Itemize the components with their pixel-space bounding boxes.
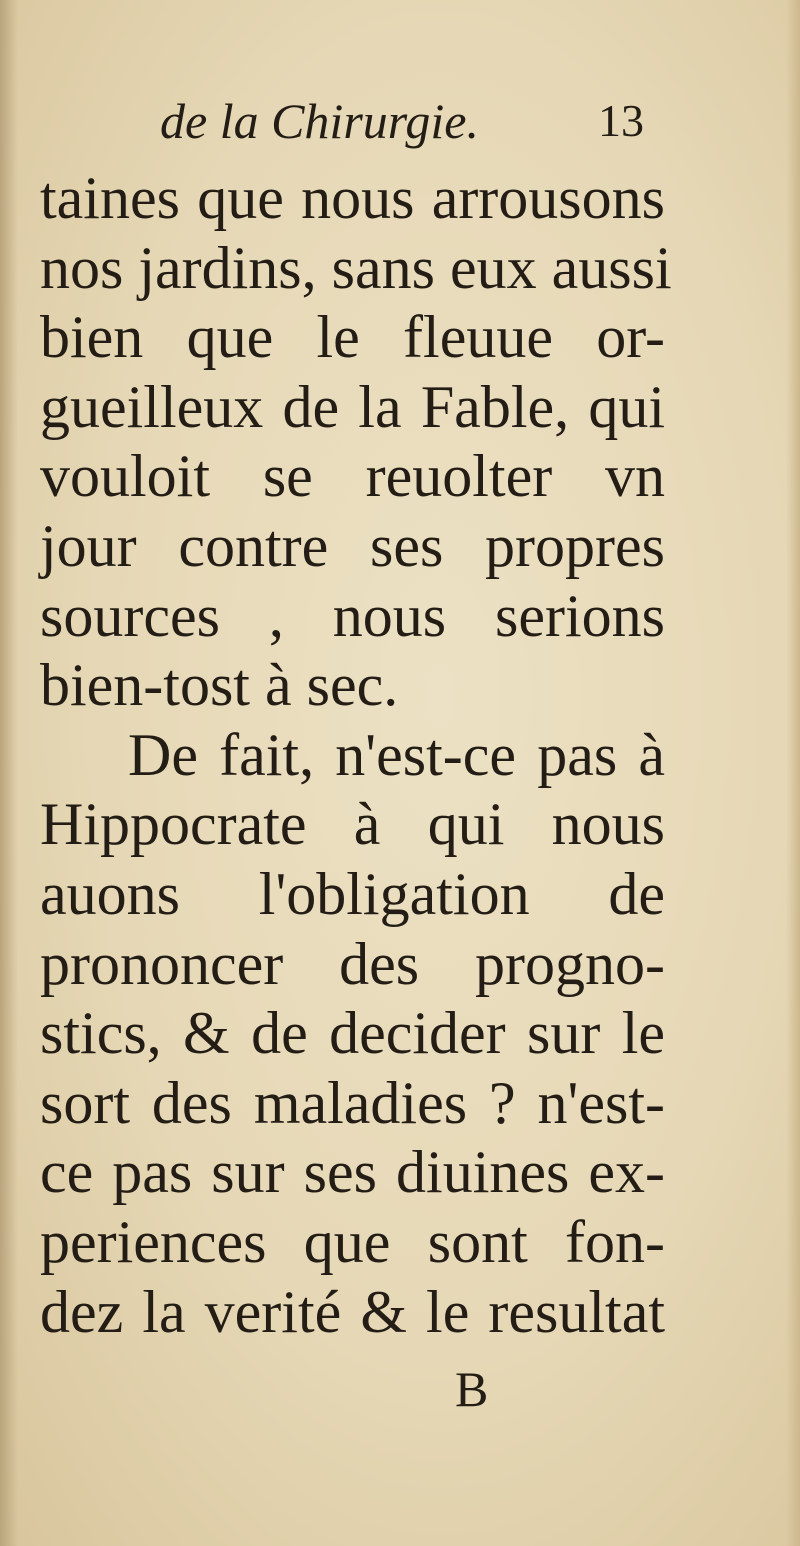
body-text (40, 164, 672, 1347)
text-line: Hippocrate à qui nous (40, 791, 665, 858)
text-line: sources , nous serions (40, 582, 665, 649)
page-header (160, 92, 660, 162)
binding-shadow (0, 0, 18, 1546)
text-line: nos jardins, sans eux aussi (40, 234, 672, 301)
text-line: periences que sont fon- (40, 1208, 665, 1275)
text-line: sort des maladies ? n'est- (40, 1069, 665, 1136)
text-line: gueilleux de la Fable, qui (40, 373, 665, 440)
text-line: taines que nous arrousons (40, 165, 665, 231)
text-line: ce pas sur ses diuines ex- (40, 1139, 665, 1206)
page-number: 13 (598, 95, 644, 146)
running-title: de la Chirurgie. (160, 93, 479, 149)
text-line: dez la verité & le resultat (40, 1278, 665, 1345)
text-line: auons l'obligation de (40, 860, 665, 927)
page-edge (786, 0, 800, 1546)
text-line: stics, & de decider sur le (40, 1000, 665, 1067)
text-line: bien que le fleuue or- (40, 304, 665, 371)
text-line: prononcer des progno- (40, 930, 665, 997)
text-line: bien-tost à sec. (40, 652, 399, 719)
signature-mark: B (455, 1361, 489, 1417)
text-line: vouloit se reuolter vn (40, 443, 665, 510)
text-line: jour contre ses propres (40, 512, 665, 579)
text-line: De fait, n'est-ce pas à (128, 721, 665, 788)
